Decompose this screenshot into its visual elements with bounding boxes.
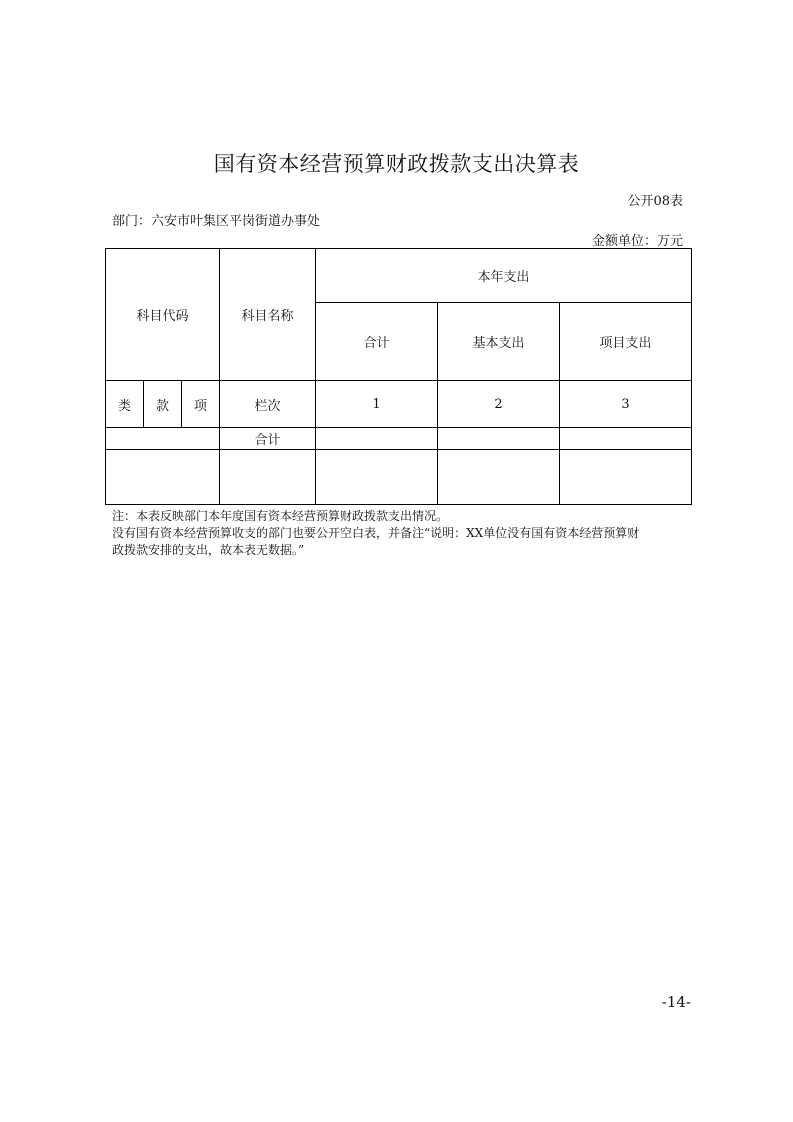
budget-table xyxy=(105,248,692,505)
form-number: 公开08表 xyxy=(627,194,683,209)
total-row-label: 合计 xyxy=(220,428,316,450)
header-current-year-expense: 本年支出 xyxy=(316,249,692,303)
index-col-2: 2 xyxy=(438,381,560,428)
amount-unit-label: 金额单位：万元 xyxy=(591,234,683,249)
total-row-project-cell xyxy=(560,428,692,450)
index-kuan: 款 xyxy=(144,381,182,428)
table-index-row xyxy=(106,381,692,428)
page-title: 国有资本经营预算财政拨款支出决算表 xyxy=(213,152,580,176)
header-total: 合计 xyxy=(316,303,438,381)
index-xiang: 项 xyxy=(182,381,220,428)
department-label: 部门：六安市叶集区平岗街道办事处 xyxy=(112,214,321,229)
header-subject-code: 科目代码 xyxy=(106,249,220,381)
table-header-row xyxy=(106,249,692,303)
empty-row-total-cell xyxy=(316,450,438,505)
empty-row-name-cell xyxy=(220,450,316,505)
page-number: -14- xyxy=(661,993,691,1011)
header-project-expense: 项目支出 xyxy=(560,303,692,381)
index-lei: 类 xyxy=(106,381,144,428)
header-subject-name: 科目名称 xyxy=(220,249,316,381)
note-line: 没有国有资本经营预算收支的部门也要公开空白表，并备注“说明：XX单位没有国有资本经营预算财 xyxy=(112,526,640,540)
note-line: 注：本表反映部门本年度国有资本经营预算财政拨款支出情况。 xyxy=(112,509,449,523)
table-empty-row xyxy=(106,450,692,505)
index-col-3: 3 xyxy=(560,381,692,428)
index-label: 栏次 xyxy=(220,381,316,428)
total-row-basic-cell xyxy=(438,428,560,450)
total-row-code-cell xyxy=(106,428,220,450)
total-row-total-cell xyxy=(316,428,438,450)
empty-row-project-cell xyxy=(560,450,692,505)
header-basic-expense: 基本支出 xyxy=(438,303,560,381)
table-notes xyxy=(112,508,702,559)
empty-row-basic-cell xyxy=(438,450,560,505)
table-total-row xyxy=(106,428,692,450)
index-col-1: 1 xyxy=(316,381,438,428)
empty-row-code-cell xyxy=(106,450,220,505)
note-line: 政拨款安排的支出，故本表无数据。” xyxy=(112,543,305,557)
